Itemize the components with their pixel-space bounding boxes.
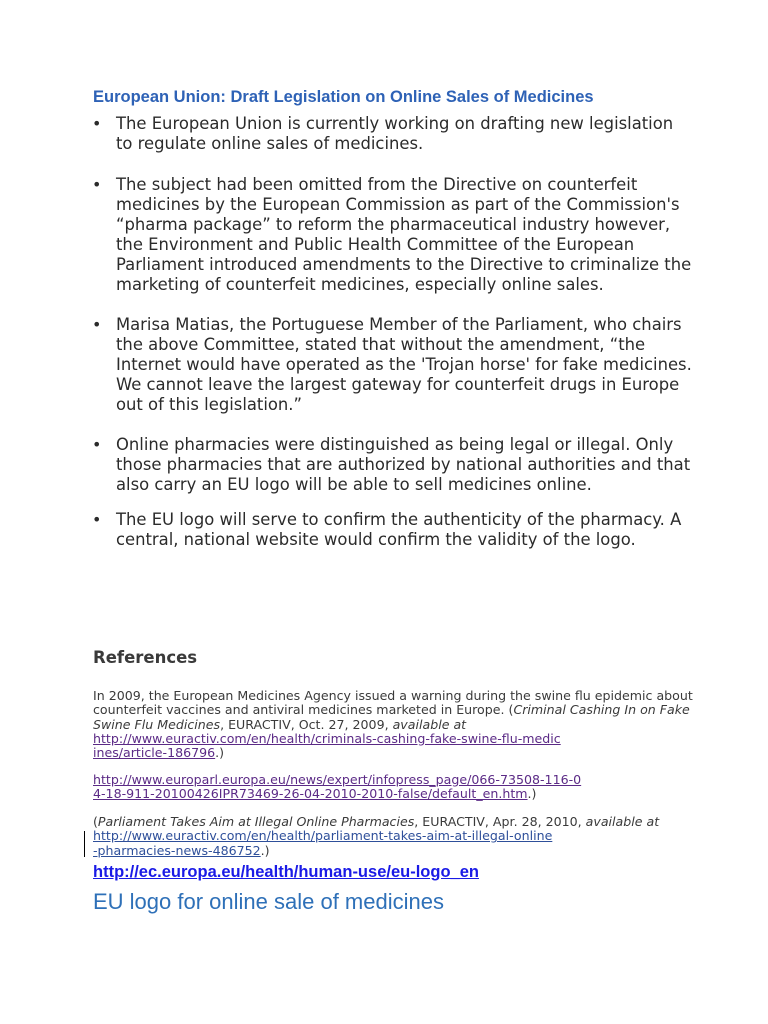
reference-1 — [93, 689, 693, 760]
link-line[interactable]: http://www.euractiv.com/en/health/parliament-takes-aim-at-illegal-online — [93, 828, 553, 844]
bullet-text: The EU logo will serve to confirm the authenticity of the pharmacy. A central, national website would confirm the validity of the logo. — [116, 510, 682, 549]
references-heading: References — [93, 648, 198, 667]
reference-2 — [93, 773, 693, 802]
reference-text: In 2009, the European Medicines Agency issued a warning during the swine flu epidemic about counterfeit vaccines and antiviral medicines marketed in Europe. ( — [93, 688, 693, 718]
reference-link[interactable] — [93, 731, 561, 760]
bullet-icon: • — [92, 114, 102, 133]
list-item — [92, 114, 692, 154]
reference-title: Parliament Takes Aim at Illegal Online Pharmacies — [97, 814, 415, 829]
eu-logo-link[interactable]: http://ec.europa.eu/health/human-use/eu-logo_en — [93, 863, 479, 881]
reference-close: .) — [527, 786, 537, 802]
bullet-icon: • — [92, 510, 102, 529]
link-line[interactable]: -pharmacies-news-486752 — [93, 842, 261, 858]
bullet-text: The subject had been omitted from the Directive on counterfeit medicines by the European Commission as part of the Commission's “pharma package” to reform the pharmaceutical industry however, the Environment and Public Health Committee of the European Parliament introduced amendments to the Directive to criminalize the marketing of counterfeit medicines, especially online sales. — [116, 175, 692, 294]
bullet-text: Marisa Matias, the Portuguese Member of the Parliament, who chairs the above Committee, stated that without the amendment, “the Internet would have operated as the 'Trojan horse' for fake medicines. We cannot leave the largest gateway for counterfeit drugs in Europe out of this legislation.” — [116, 315, 692, 414]
link-line[interactable]: ines/article-186796 — [93, 745, 216, 761]
page-title: European Union: Draft Legislation on Online Sales of Medicines — [93, 88, 594, 106]
reference-open: ( — [93, 814, 98, 829]
reference-link[interactable] — [93, 828, 552, 857]
list-item — [92, 435, 692, 495]
bullet-icon: • — [92, 435, 102, 454]
bullet-icon: • — [92, 175, 102, 194]
list-item — [92, 315, 692, 415]
reference-source: , EURACTIV, Oct. 27, 2009, — [220, 716, 393, 732]
eu-logo-caption: EU logo for online sale of medicines — [93, 889, 444, 914]
text-cursor — [84, 831, 85, 857]
reference-close: .) — [215, 745, 225, 761]
reference-source: , EURACTIV, Apr. 28, 2010, — [414, 814, 586, 829]
list-item — [92, 510, 692, 550]
bullet-list — [92, 114, 692, 550]
list-item — [92, 175, 692, 295]
reference-link[interactable] — [93, 772, 581, 801]
available-at-label: available at — [392, 716, 467, 732]
reference-title: Criminal Cashing In on Fake Swine Flu Medicines — [93, 702, 690, 732]
link-line[interactable]: http://www.europarl.europa.eu/news/expert/infopress_page/066-73508-116-0 — [93, 772, 582, 787]
bullet-icon: • — [92, 315, 102, 334]
reference-close: .) — [260, 842, 270, 858]
bullet-text: Online pharmacies were distinguished as being legal or illegal. Only those pharmacies that are authorized by national authorities and that also carry an EU logo will be able to sell medicines online. — [116, 435, 691, 494]
bullet-text: The European Union is currently working on drafting new legislation to regulate online sales of medicines. — [116, 114, 674, 153]
link-line[interactable]: 4-18-911-20100426IPR73469-26-04-2010-2010-false/default_en.htm — [93, 786, 528, 802]
available-at-label: available at — [585, 814, 660, 829]
reference-3 — [93, 815, 693, 858]
link-line[interactable]: http://www.euractiv.com/en/health/criminals-cashing-fake-swine-flu-medic — [93, 730, 561, 746]
